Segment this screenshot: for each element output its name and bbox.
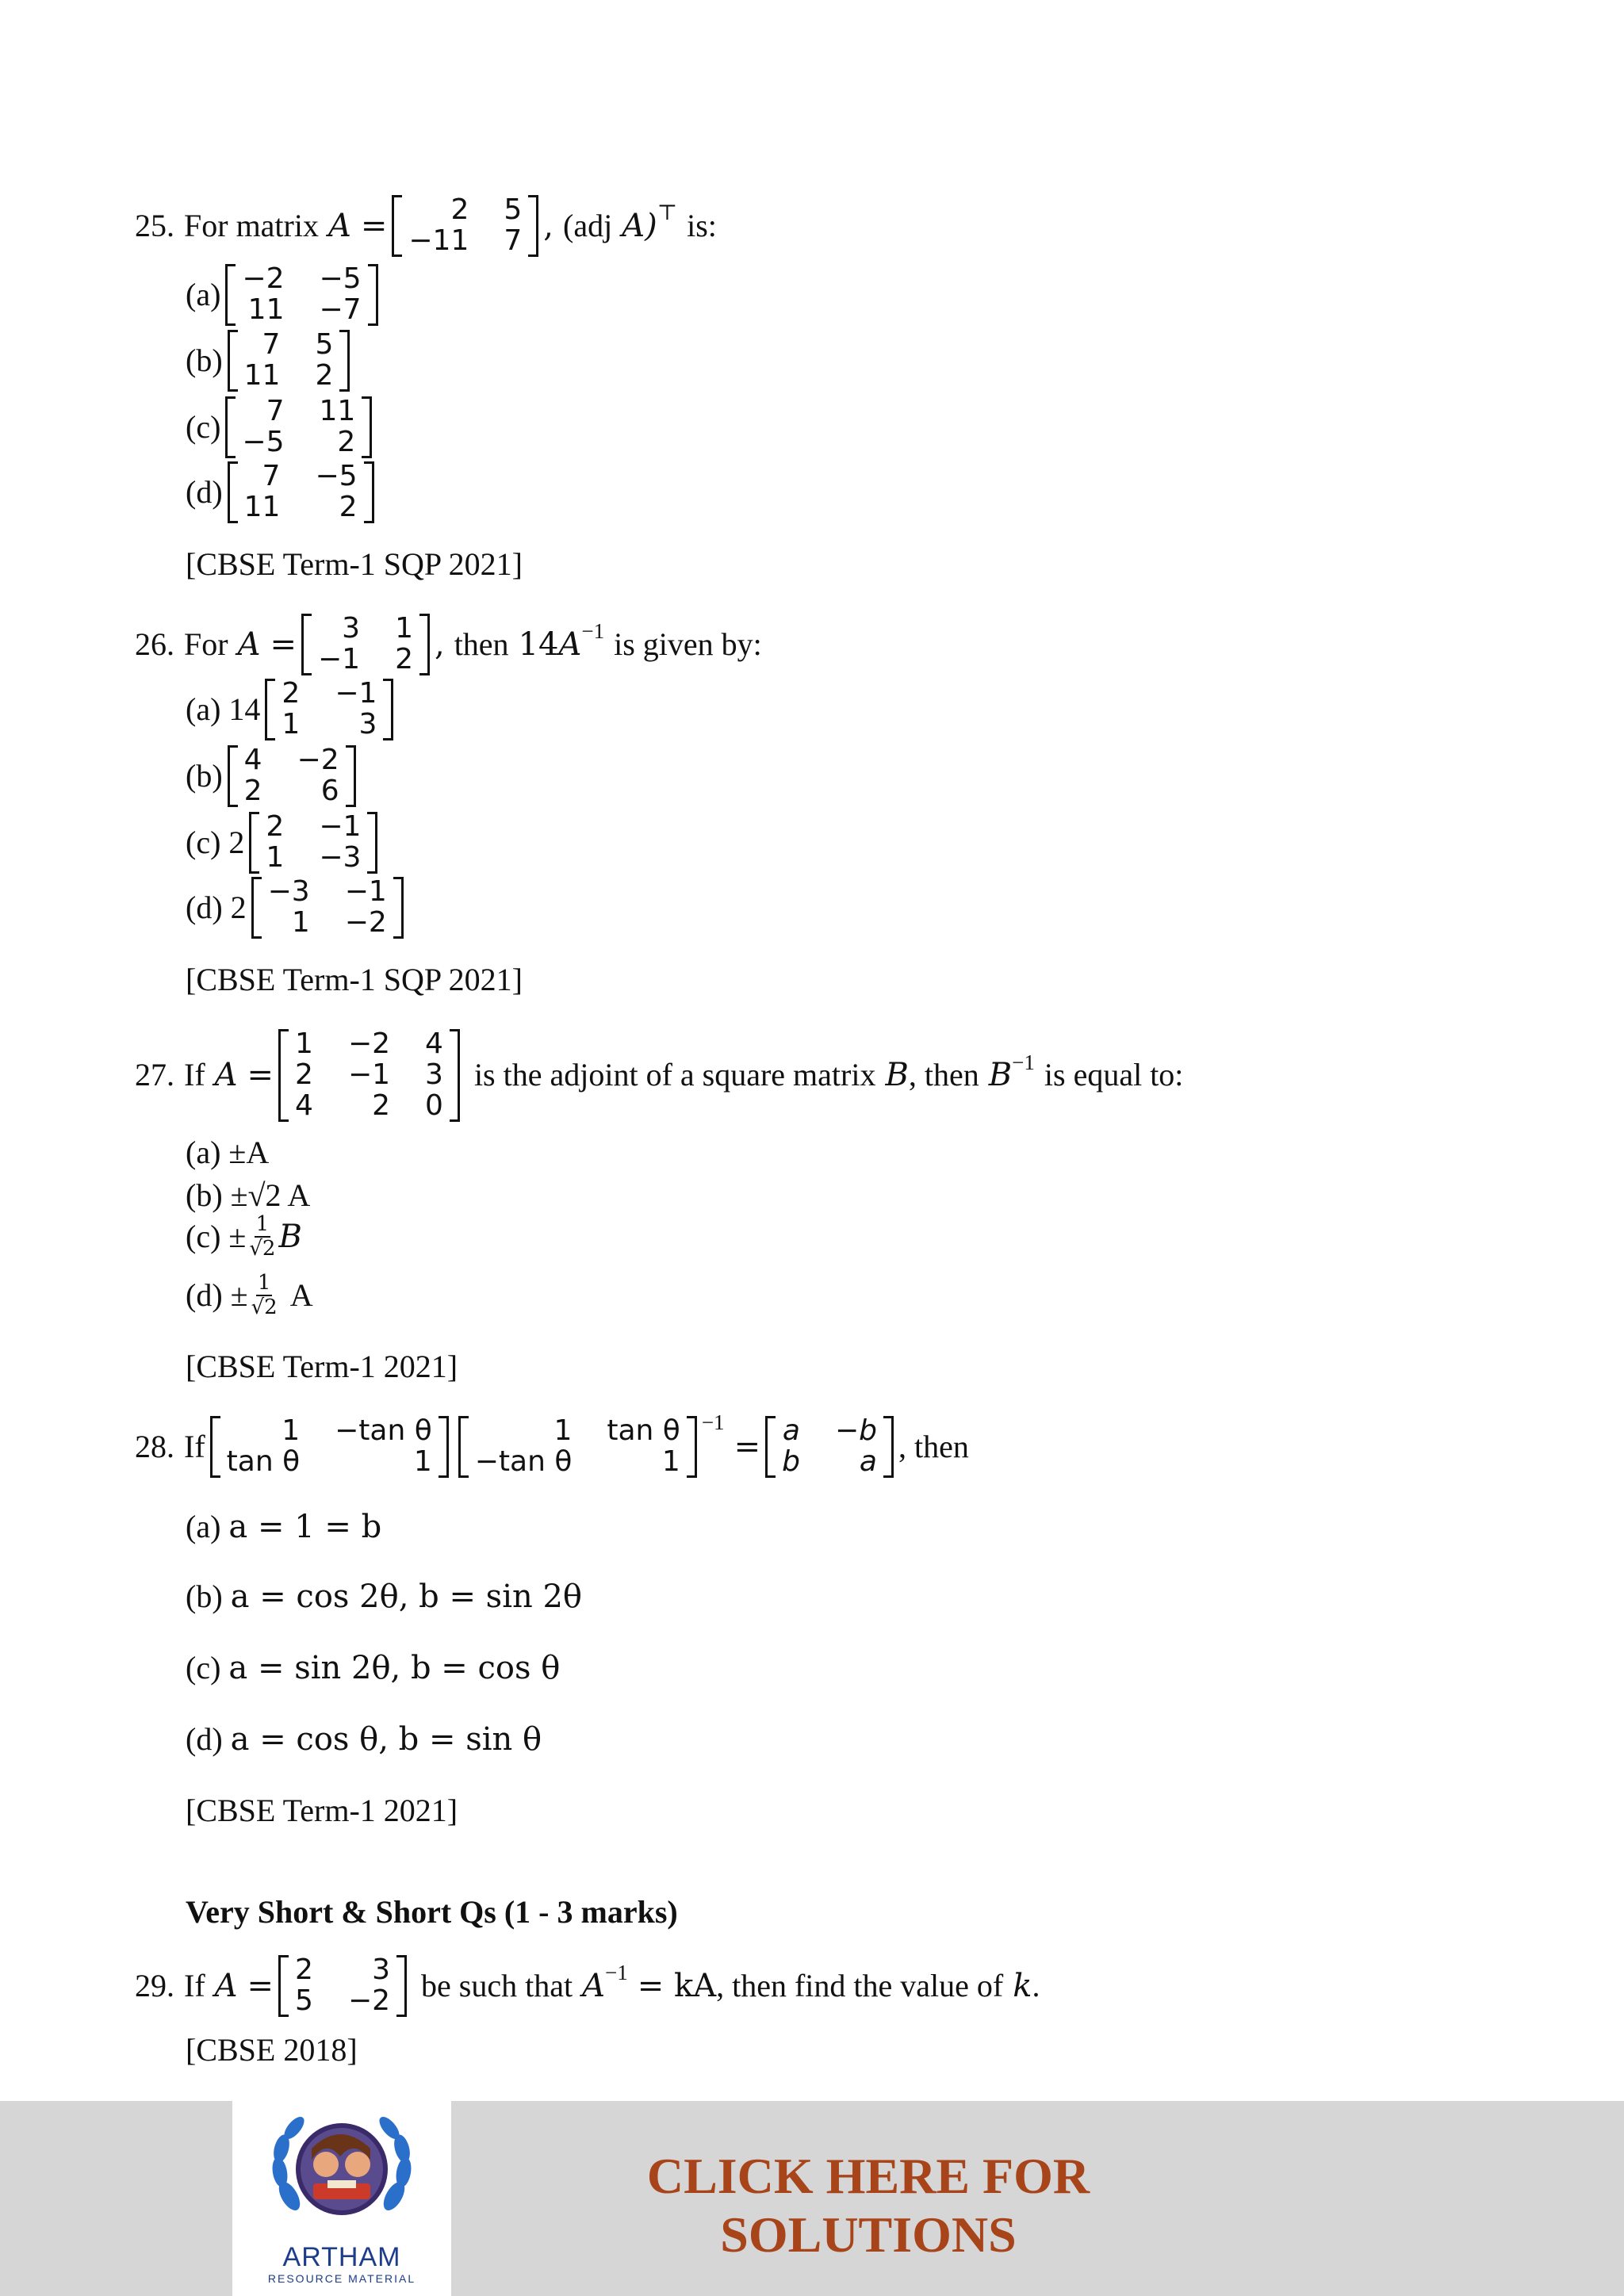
question-text: is the adjoint of a square matrix xyxy=(473,1057,876,1093)
matrix-cell: −3 xyxy=(319,840,362,874)
matrix-cells xyxy=(259,812,367,874)
matrix-cell: a xyxy=(859,1445,877,1478)
matrix-cells xyxy=(312,614,419,675)
matrix xyxy=(278,1955,407,2017)
option-d xyxy=(186,877,408,939)
matrix-cell: −11 xyxy=(408,224,469,257)
question-26 xyxy=(135,614,762,675)
question-text: , then xyxy=(908,1057,979,1093)
question-text: be such that xyxy=(421,1967,573,2003)
matrix-cell: 2 xyxy=(395,642,413,675)
bracket-left xyxy=(301,614,312,675)
matrix-cell: 2 xyxy=(295,1058,313,1091)
question-text: For xyxy=(184,626,228,662)
superscript: −1 xyxy=(1012,1050,1035,1074)
fraction-numerator: 1 xyxy=(255,1212,270,1236)
matrix xyxy=(210,1416,449,1478)
matrix-cell: 7 xyxy=(504,224,523,257)
math-expr: = kA xyxy=(637,1967,717,2004)
matrix-cell: 1 xyxy=(395,612,413,645)
bracket-right xyxy=(396,1955,407,2017)
matrix-cell: −1 xyxy=(347,1058,391,1091)
matrix-cells xyxy=(289,1955,396,2017)
question-text: is: xyxy=(687,207,717,243)
bracket-left xyxy=(765,1416,776,1478)
matrix-cell: −2 xyxy=(297,744,339,776)
option-label: (c) 2 xyxy=(186,825,245,861)
matrix-cell: 3 xyxy=(425,1058,443,1091)
math-var: B xyxy=(885,1057,909,1094)
matrix-cell: 7 xyxy=(262,328,281,361)
matrix-cell: 7 xyxy=(262,460,281,492)
matrix-cell: −5 xyxy=(242,425,285,458)
matrix-cell: −7 xyxy=(319,293,362,326)
bracket-right xyxy=(528,195,538,257)
option-label: (d) xyxy=(186,1721,223,1757)
option-b xyxy=(186,745,361,807)
matrix-cell: 2 xyxy=(337,425,356,458)
math-var: A xyxy=(237,626,261,663)
matrix xyxy=(228,330,350,392)
question-text: If xyxy=(184,1057,205,1093)
bracket-left xyxy=(392,195,402,257)
option-label: (b) xyxy=(186,758,223,794)
matrix xyxy=(249,812,377,874)
math-coef: 14 xyxy=(518,626,559,663)
matrix xyxy=(228,461,374,523)
matrix-cells xyxy=(275,679,383,740)
bracket-right xyxy=(450,1029,460,1122)
math-var: B xyxy=(278,1218,302,1255)
bracket-left xyxy=(265,679,275,740)
question-text: then xyxy=(454,626,509,662)
question-source: [CBSE Term-1 2021] xyxy=(186,1793,458,1828)
matrix xyxy=(392,195,538,257)
question-source: [CBSE Term-1 SQP 2021] xyxy=(186,962,523,997)
matrix-cell: 5 xyxy=(295,1984,313,2017)
option-expr: a = sin 2θ, b = cos θ xyxy=(228,1650,561,1686)
matrix-cell: 0 xyxy=(425,1089,443,1122)
matrix-cell: 1 xyxy=(553,1414,573,1447)
matrix-cell: −1 xyxy=(344,875,387,908)
option-a xyxy=(186,1134,269,1171)
bracket-right xyxy=(346,745,356,807)
laurel-logo-icon xyxy=(232,2101,451,2244)
bracket-left xyxy=(278,1029,289,1122)
question-text: is given by: xyxy=(614,626,762,662)
option-label: (c) ± xyxy=(186,1219,247,1255)
fraction xyxy=(251,1272,278,1318)
math-eq: = xyxy=(733,1428,761,1465)
matrix-cell: −3 xyxy=(267,875,310,908)
matrix-cell: −tan θ xyxy=(335,1414,432,1447)
matrix xyxy=(251,877,404,939)
question-number: 28. xyxy=(135,1428,174,1464)
math-var: A xyxy=(558,626,582,663)
matrix-cell: 11 xyxy=(243,490,281,523)
fraction-denominator: √2 xyxy=(251,1295,278,1319)
question-25 xyxy=(135,195,717,257)
math-sep: , xyxy=(543,207,553,244)
option-label: (d) xyxy=(186,474,223,511)
matrix-cell: 2 xyxy=(372,1089,391,1122)
bracket-right xyxy=(383,679,393,740)
question-source: [CBSE Term-1 2021] xyxy=(186,1349,458,1384)
matrix-cell: −2 xyxy=(344,905,387,939)
logo-subtitle: RESOURCE MATERIAL xyxy=(267,2272,416,2285)
matrix-cells xyxy=(776,1416,883,1478)
footer-band xyxy=(0,2101,1624,2296)
option-label: (d) 2 xyxy=(186,890,247,926)
matrix-cell: 2 xyxy=(315,358,334,392)
bracket-left xyxy=(228,745,238,807)
matrix-cells xyxy=(236,264,367,326)
matrix-cell: 4 xyxy=(295,1089,313,1122)
bracket-right xyxy=(362,396,372,458)
matrix xyxy=(225,264,377,326)
matrix-cell: 2 xyxy=(450,193,469,226)
option-a xyxy=(186,1508,381,1545)
matrix xyxy=(278,1029,460,1122)
math-eq: = xyxy=(270,626,297,663)
bracket-right xyxy=(883,1416,894,1478)
matrix-cell: 1 xyxy=(291,905,310,939)
question-text: , then xyxy=(898,1428,969,1464)
question-number: 29. xyxy=(135,1967,174,2003)
math-eq: = xyxy=(247,1057,274,1094)
fraction xyxy=(249,1213,275,1260)
logo-name: ARTHAM xyxy=(282,2242,401,2272)
question-28 xyxy=(135,1410,969,1478)
matrix-cell: 2 xyxy=(339,490,358,523)
bracket-left xyxy=(225,264,236,326)
option-label: (b) ±√2 A xyxy=(186,1177,311,1213)
matrix-cell: 5 xyxy=(504,193,523,226)
matrix-cell: −2 xyxy=(242,262,285,295)
question-number: 27. xyxy=(135,1057,174,1093)
bracket-left xyxy=(458,1416,469,1478)
matrix-cell: tan θ xyxy=(226,1445,301,1478)
option-label: (b) xyxy=(186,342,223,379)
matrix-cell: 4 xyxy=(243,744,262,776)
option-expr: a = cos 2θ, b = sin 2θ xyxy=(230,1578,582,1615)
matrix xyxy=(225,396,372,458)
matrix-cell: −2 xyxy=(347,1984,391,2017)
math-eq: = xyxy=(360,207,388,244)
matrix-cell: 1 xyxy=(295,1027,313,1060)
bracket-left xyxy=(278,1955,289,2017)
option-label: (c) xyxy=(186,1650,221,1686)
matrix xyxy=(228,745,356,807)
option-c xyxy=(186,396,377,458)
bracket-right xyxy=(419,614,430,675)
section-heading: Very Short & Short Qs (1 - 3 marks) xyxy=(186,1894,678,1930)
option-c xyxy=(186,1213,302,1260)
option-expr: a = 1 = b xyxy=(228,1509,382,1545)
option-d xyxy=(186,1272,313,1318)
matrix-cell: 1 xyxy=(282,707,301,740)
bracket-left xyxy=(228,461,238,523)
option-d xyxy=(186,1720,542,1758)
math-eq: = xyxy=(247,1967,274,2004)
bracket-right xyxy=(368,264,378,326)
question-text: is equal to: xyxy=(1044,1057,1184,1093)
bracket-left xyxy=(228,330,238,392)
matrix-cell: −tan θ xyxy=(474,1445,573,1478)
math-var: A) xyxy=(622,207,657,244)
matrix-cell: 11 xyxy=(247,293,285,326)
bracket-right xyxy=(367,812,377,874)
matrix xyxy=(301,614,430,675)
matrix-cell: −1 xyxy=(317,642,361,675)
question-text: If xyxy=(184,1428,205,1464)
superscript: ⊤ xyxy=(657,201,678,225)
matrix-cell: 2 xyxy=(266,810,285,843)
bracket-left xyxy=(251,877,262,939)
option-label: (b) xyxy=(186,1578,223,1614)
option-tail: A xyxy=(289,1277,313,1314)
matrix-cell: 1 xyxy=(266,840,285,874)
solutions-link[interactable] xyxy=(555,2147,1182,2263)
matrix-cell: 3 xyxy=(358,707,377,740)
bracket-right xyxy=(339,330,350,392)
question-source: [CBSE 2018] xyxy=(186,2032,358,2068)
matrix-cells xyxy=(236,396,362,458)
matrix-cells xyxy=(289,1029,450,1122)
matrix-cell: −1 xyxy=(319,810,362,843)
option-label: (a) ±A xyxy=(186,1135,270,1170)
bracket-right xyxy=(364,461,374,523)
matrix-cell: 1 xyxy=(282,1414,301,1447)
question-number: 25. xyxy=(135,207,174,243)
math-sep: , xyxy=(434,626,445,663)
matrix xyxy=(765,1416,894,1478)
superscript: −1 xyxy=(581,619,605,644)
matrix-cell: 2 xyxy=(243,774,262,807)
matrix-cells xyxy=(220,1416,439,1478)
matrix-cell: 1 xyxy=(413,1445,432,1478)
option-c xyxy=(186,812,382,874)
question-text: For matrix xyxy=(184,207,319,243)
matrix xyxy=(458,1416,697,1478)
matrix-cell: b xyxy=(782,1445,800,1478)
matrix-cell: 11 xyxy=(243,358,281,392)
option-d xyxy=(186,461,379,523)
bracket-left xyxy=(225,396,236,458)
option-label: (a) 14 xyxy=(186,691,261,728)
option-a xyxy=(186,264,383,326)
option-label: (c) xyxy=(186,409,221,446)
question-text: . xyxy=(1032,1967,1040,2003)
option-a xyxy=(186,679,398,740)
matrix xyxy=(265,679,393,740)
bracket-right xyxy=(439,1416,449,1478)
matrix-cell: 6 xyxy=(320,774,339,807)
matrix-cell: −5 xyxy=(319,262,362,295)
matrix-cell: −5 xyxy=(315,460,358,492)
superscript: −1 xyxy=(604,1961,628,1985)
cta-line-2: SOLUTIONS xyxy=(720,2206,1017,2263)
matrix-cells xyxy=(402,195,528,257)
fraction-denominator: √2 xyxy=(249,1236,276,1261)
logo xyxy=(232,2101,451,2296)
matrix-cells xyxy=(469,1416,687,1478)
matrix-cells xyxy=(262,877,393,939)
bracket-right xyxy=(393,877,404,939)
option-expr: a = cos θ, b = sin θ xyxy=(230,1721,542,1758)
matrix-cell: 2 xyxy=(282,677,301,710)
option-c xyxy=(186,1649,560,1686)
math-var: A xyxy=(327,207,351,244)
matrix-cells xyxy=(238,745,346,807)
option-label: (a) xyxy=(186,277,221,313)
matrix-cell: 2 xyxy=(295,1954,313,1986)
option-b xyxy=(186,1177,310,1214)
matrix-cell: 4 xyxy=(425,1027,443,1060)
matrix-cell: 11 xyxy=(319,395,356,427)
option-b xyxy=(186,330,354,392)
option-label: (a) xyxy=(186,1509,221,1544)
question-27 xyxy=(135,1029,1183,1122)
matrix-cell: 1 xyxy=(661,1445,680,1478)
math-var: A xyxy=(582,1967,605,2004)
math-var: k xyxy=(1013,1967,1032,2004)
matrix-cell: a xyxy=(782,1414,800,1447)
bracket-left xyxy=(249,812,259,874)
matrix-cells xyxy=(238,461,364,523)
question-text: (adj xyxy=(563,207,613,243)
option-b xyxy=(186,1578,582,1615)
question-source: [CBSE Term-1 SQP 2021] xyxy=(186,546,523,582)
matrix-cell: 5 xyxy=(315,328,334,361)
math-var: B xyxy=(988,1057,1013,1094)
math-var: A xyxy=(214,1967,238,2004)
question-29 xyxy=(135,1955,1040,2017)
matrix-cell: 3 xyxy=(342,612,361,645)
math-var: A xyxy=(214,1057,238,1094)
matrix-cell: 3 xyxy=(372,1954,391,1986)
question-text: , then find the value of xyxy=(716,1967,1004,2003)
bracket-left xyxy=(210,1416,220,1478)
option-label: (d) ± xyxy=(186,1277,248,1314)
superscript: −1 xyxy=(701,1410,725,1435)
question-number: 26. xyxy=(135,626,174,662)
matrix-cell: 7 xyxy=(266,395,285,427)
matrix-cell: −b xyxy=(834,1414,877,1447)
matrix-cell: −2 xyxy=(347,1027,391,1060)
cta-line-1: CLICK HERE FOR xyxy=(646,2148,1090,2204)
question-text: If xyxy=(184,1967,205,2003)
bracket-right xyxy=(687,1416,697,1478)
matrix-cells xyxy=(238,330,340,392)
matrix-cell: tan θ xyxy=(607,1414,680,1447)
fraction-numerator: 1 xyxy=(257,1271,271,1295)
matrix-cell: −1 xyxy=(335,677,377,710)
